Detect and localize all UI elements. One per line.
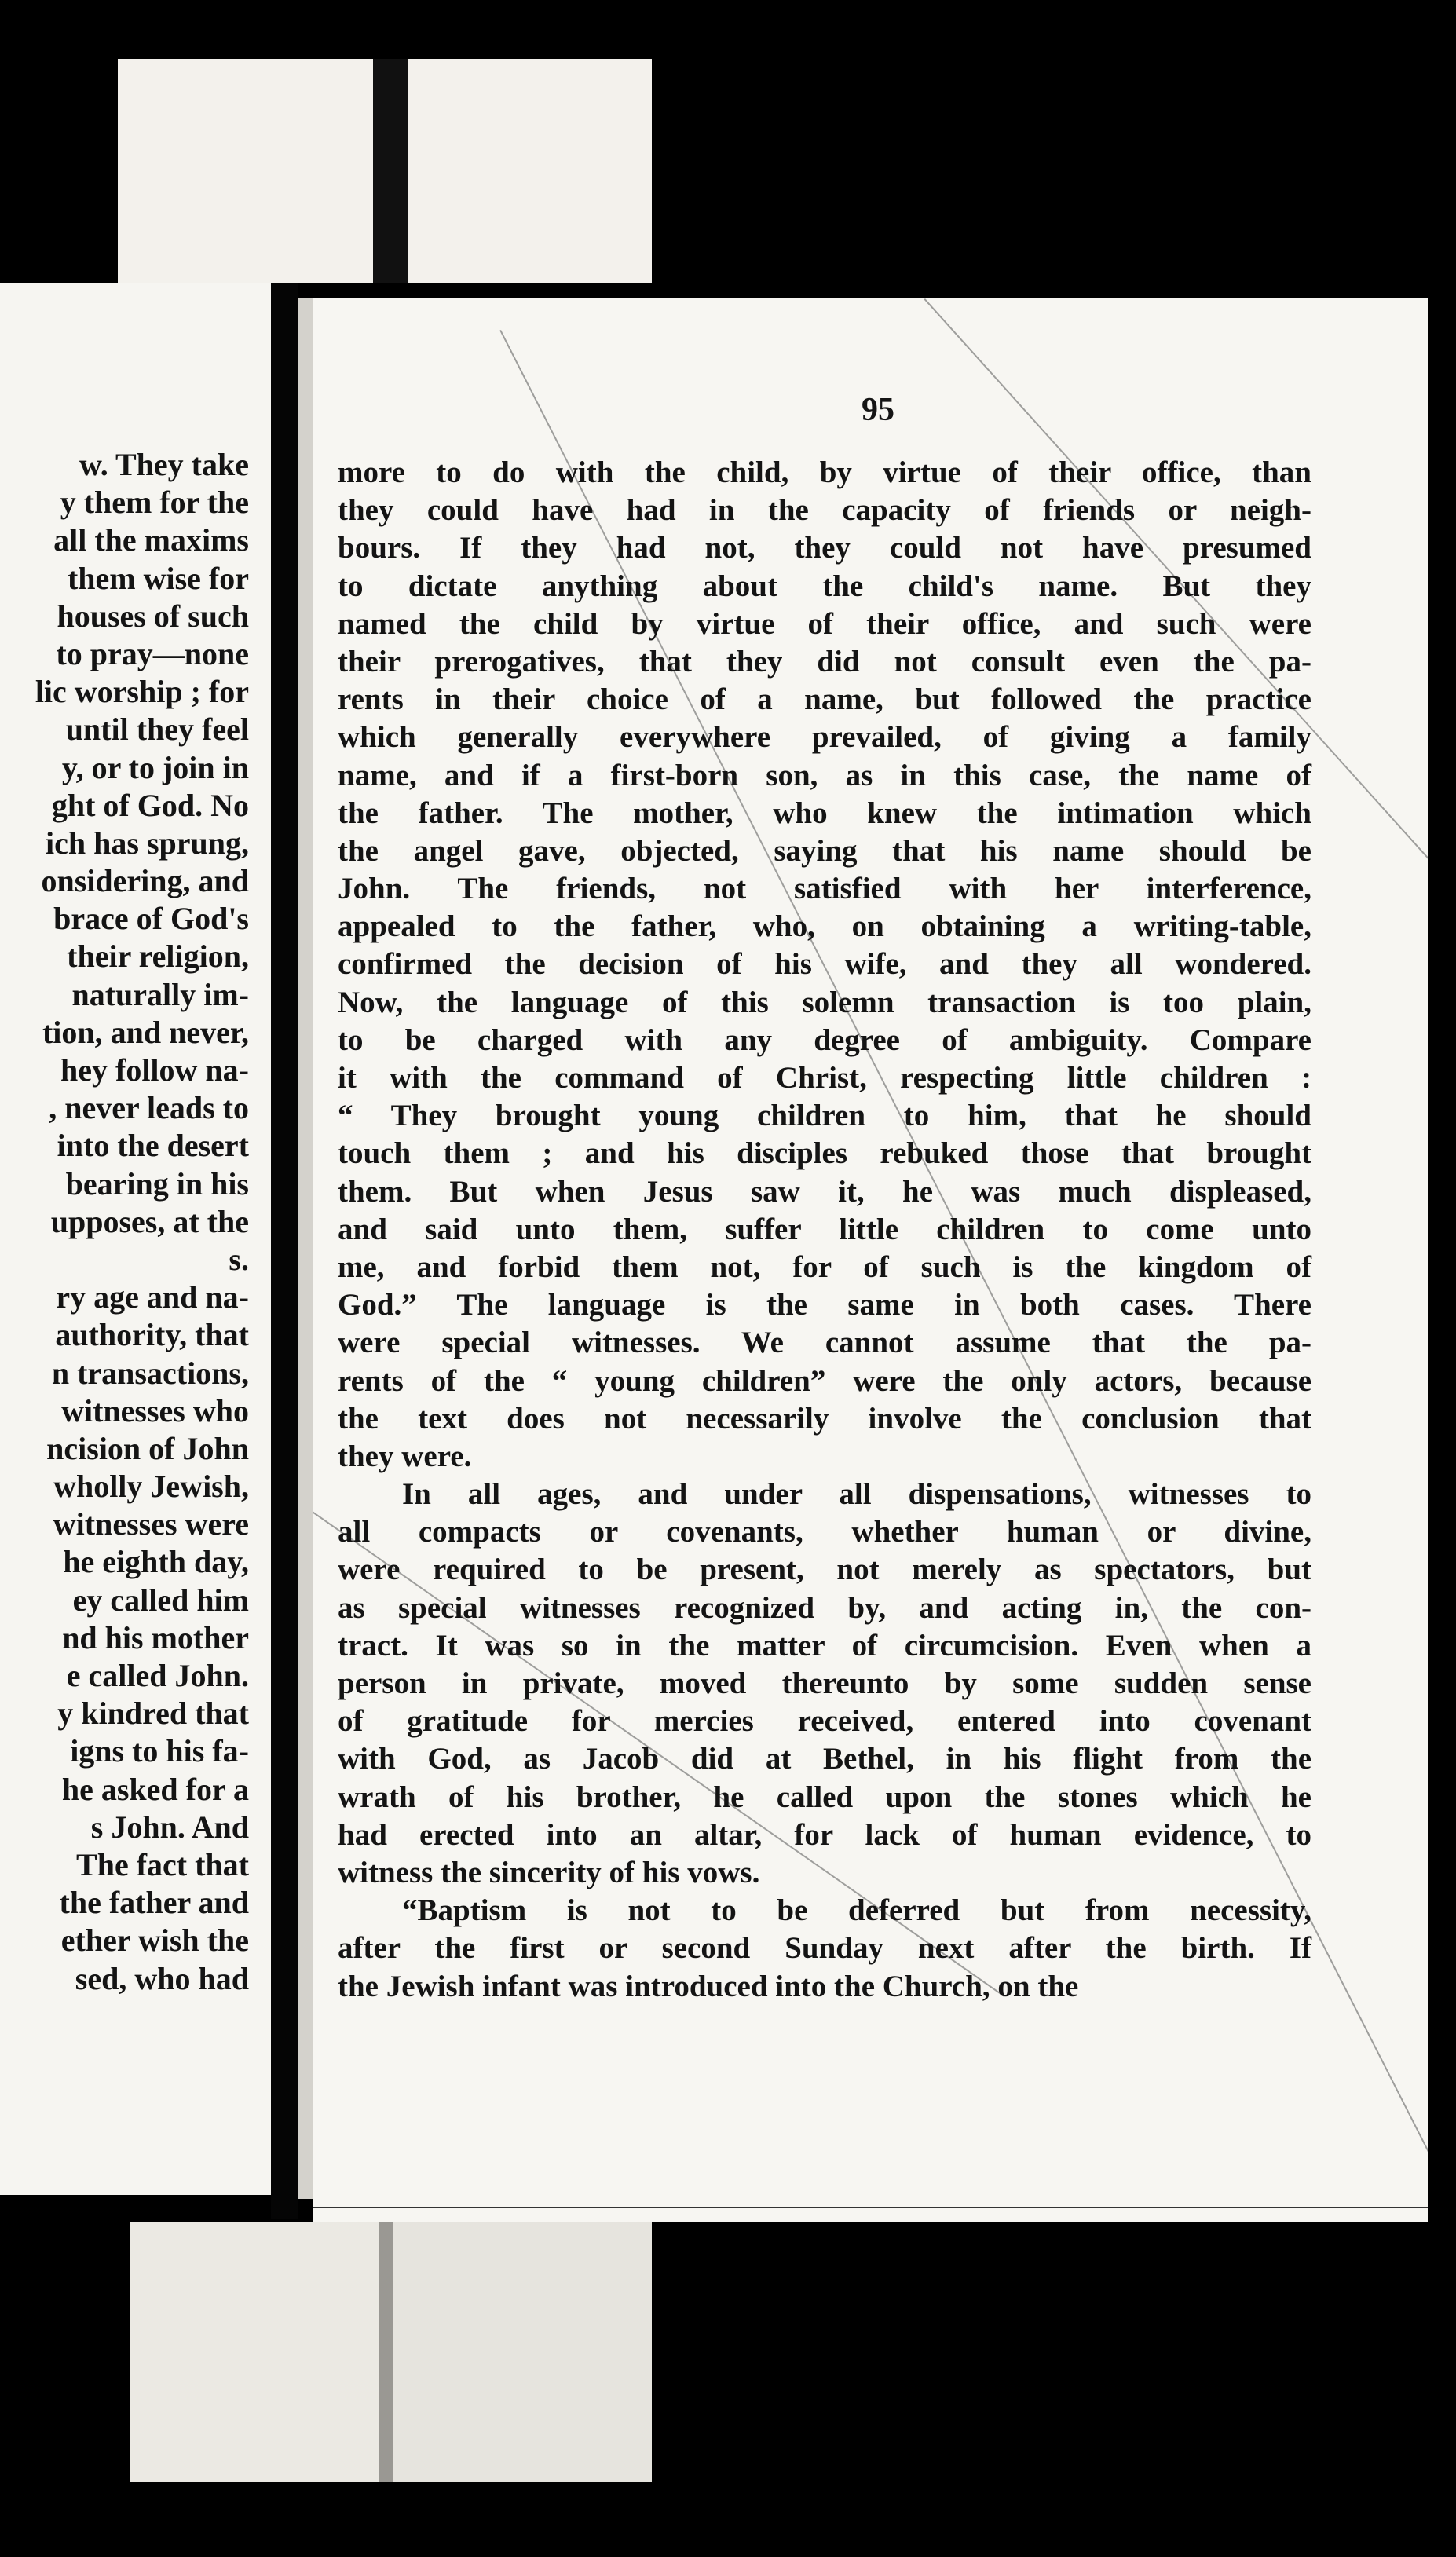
text-line: they were. (338, 1439, 472, 1473)
text-line: igns to his fa- (70, 1733, 249, 1769)
text-line: bearing in his (65, 1165, 249, 1202)
text-line: had erected into an altar, for lack of human evidence, to (338, 1817, 1311, 1852)
text-line: authority, that (55, 1317, 249, 1353)
text-line: God.” The language is the same in both cases. There (338, 1288, 1311, 1322)
binding-tab-top-right (408, 59, 652, 283)
text-line: sed, who had (75, 1960, 249, 1996)
right-page-text (338, 454, 1311, 2006)
text-line: nd his mother (62, 1619, 249, 1655)
text-line: the Jewish infant was introduced into the Church, on the (338, 1969, 1079, 2003)
text-line: witnesses were (53, 1506, 249, 1542)
text-line: the father and (59, 1885, 249, 1921)
left-page (0, 283, 271, 2195)
text-line: witness the sincerity of his vows. (338, 1855, 760, 1889)
text-line: and said unto them, suffer little children to come unto (338, 1212, 1311, 1246)
text-line: more to do with the child, by virtue of their office, than (338, 455, 1311, 489)
text-line: rents of the “ young children” were the only actors, because (338, 1363, 1311, 1398)
text-line: it with the command of Christ, respecting little children : (338, 1061, 1311, 1095)
binding-tab-top-left (118, 59, 373, 283)
text-line: lic worship ; for (35, 674, 249, 710)
text-line: were required to be present, not merely as spectators, but (338, 1553, 1311, 1587)
text-line: y kindred that (57, 1696, 249, 1732)
text-line: them. But when Jesus saw it, he was much displeased, (338, 1174, 1311, 1209)
spine-shadow (298, 298, 313, 2199)
text-line: wrath of his brother, he called upon the stones which he (338, 1780, 1311, 1814)
text-line: to be charged with any degree of ambiguity. Compare (338, 1022, 1311, 1057)
text-line: naturally im- (71, 976, 249, 1012)
text-line: witnesses who (61, 1392, 249, 1428)
text-line: to pray—none (56, 635, 249, 671)
text-line: hey follow na- (60, 1052, 249, 1088)
text-line: their prerogatives, that they did not consult even the pa- (338, 644, 1311, 679)
text-line: touch them ; and his disciples rebuked those that brought (338, 1136, 1311, 1171)
text-line: houses of such (57, 598, 249, 634)
text-line: onsidering, and (41, 863, 249, 899)
text-line: The fact that (76, 1846, 249, 1882)
text-line: rents in their choice of a name, but followed the practice (338, 682, 1311, 717)
binding-tab-gap (373, 59, 408, 283)
text-line: with God, as Jacob did at Bethel, in his flight from the (338, 1742, 1311, 1776)
text-line: brace of God's (53, 901, 249, 937)
text-line: In all ages, and under all dispensations, witnesses to (402, 1477, 1311, 1512)
text-line: y, or to join in (61, 749, 249, 785)
page-number: 95 (862, 392, 894, 428)
text-line: which generally everywhere prevailed, of giving a family (338, 720, 1311, 755)
text-line: tion, and never, (42, 1014, 249, 1050)
text-line: named the child by virtue of their office, and such were (338, 606, 1311, 641)
text-line: the angel gave, objected, saying that his name should be (338, 833, 1311, 868)
text-line: ght of God. No (51, 787, 249, 823)
text-line: ry age and na- (56, 1279, 249, 1315)
text-line: y them for the (60, 485, 249, 521)
page-bottom-rule (313, 2207, 1428, 2208)
text-line: e called John. (66, 1658, 249, 1693)
text-line: the father. The mother, who knew the intimation which (338, 796, 1311, 830)
text-line: of gratitude for mercies received, entered into covenant (338, 1704, 1311, 1739)
text-line: s John. And (90, 1809, 249, 1845)
text-line: name, and if a first-born son, as in this case, the name of (338, 758, 1311, 792)
binding-tab-bottom-left (130, 2222, 381, 2482)
text-line: ich has sprung, (46, 825, 249, 861)
binding-tab-gap-bottom (379, 2222, 393, 2482)
text-line: until they feel (65, 711, 249, 748)
text-line: bours. If they had not, they could not have presumed (338, 531, 1311, 565)
text-line: to dictate anything about the child's name. But they (338, 569, 1311, 603)
text-line: n transactions, (51, 1355, 249, 1391)
text-line: John. The friends, not satisfied with her interference, (338, 872, 1311, 906)
text-line: into the desert (57, 1128, 249, 1164)
binding-tab-bottom-right (393, 2222, 652, 2482)
text-line: “ They brought young children to him, that he should (338, 1099, 1311, 1133)
text-line: appealed to the father, who, on obtaining a writing-table, (338, 909, 1311, 944)
text-line: ether wish the (60, 1922, 249, 1959)
text-line: their religion, (67, 938, 249, 975)
text-line: as special witnesses recognized by, and acting in, the con- (338, 1590, 1311, 1625)
left-page-text (0, 446, 249, 1998)
text-line: all the maxims (53, 522, 249, 558)
text-line: all compacts or covenants, whether human or divine, (338, 1515, 1311, 1549)
text-line: Now, the language of this solemn transaction is too plain, (338, 985, 1311, 1019)
text-line: upposes, at the (50, 1203, 249, 1239)
text-line: the text does not necessarily involve the conclusion that (338, 1401, 1311, 1436)
text-line: them wise for (67, 560, 249, 596)
text-line: he eighth day, (63, 1544, 249, 1580)
right-page (313, 298, 1428, 2222)
text-line: they could have had in the capacity of friends or neigh- (338, 493, 1311, 528)
text-line: person in private, moved thereunto by some sudden sense (338, 1666, 1311, 1700)
text-line: w. They take (79, 447, 249, 482)
text-line: were special witnesses. We cannot assume that the pa- (338, 1326, 1311, 1360)
text-line: tract. It was so in the matter of circumcision. Even when a (338, 1628, 1311, 1663)
text-line: confirmed the decision of his wife, and they all wondered. (338, 947, 1311, 982)
text-line: ncision of John (46, 1430, 249, 1466)
text-line: s. (229, 1241, 249, 1277)
text-line: “Baptism is not to be deferred but from necessity, (402, 1893, 1311, 1928)
text-line: wholly Jewish, (53, 1469, 249, 1505)
text-line: me, and forbid them not, for of such is the kingdom of (338, 1249, 1311, 1284)
text-line: he asked for a (61, 1771, 249, 1807)
text-line: ey called him (72, 1582, 249, 1618)
text-line: after the first or second Sunday next after the birth. If (338, 1931, 1311, 1966)
book-spine (271, 283, 298, 2219)
text-line: , never leads to (49, 1090, 249, 1126)
